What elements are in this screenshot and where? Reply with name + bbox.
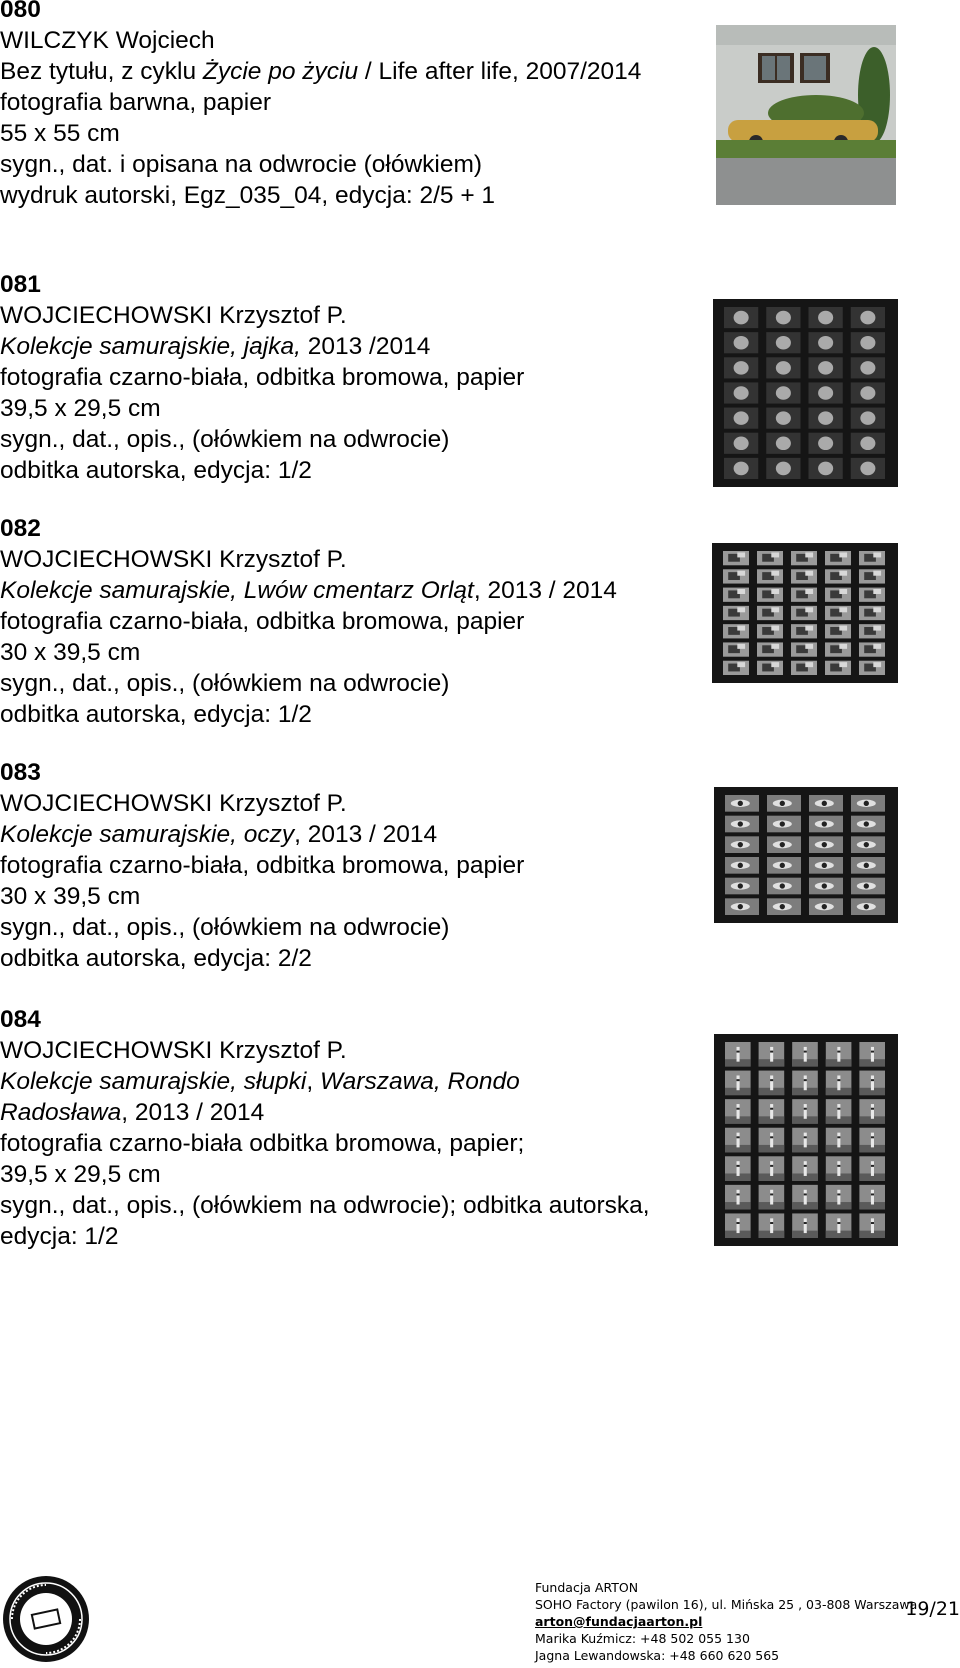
lot-080-photo (716, 25, 896, 205)
lot-title: Bez tytułu, z cyklu Życie po życiu / Life after life, 2007/2014 (0, 58, 642, 85)
lot-signature: sygn., dat., opis., (ołówkiem na odwrocie) (0, 670, 450, 697)
lot-artist: WOJCIECHOWSKI Krzysztof P. (0, 546, 347, 573)
lot-artist: WOJCIECHOWSKI Krzysztof P. (0, 302, 347, 329)
lot-082 (0, 513, 720, 730)
lot-medium: fotografia czarno-biała, odbitka bromowa, papier (0, 608, 525, 635)
lot-artist: WOJCIECHOWSKI Krzysztof P. (0, 790, 347, 817)
lot-title: Kolekcje samurajskie, oczy, 2013 / 2014 (0, 821, 438, 848)
footer-address: SOHO Factory (pawilon 16), ul. Mińska 25 , 03-808 Warszawa (535, 1597, 918, 1612)
lot-artist: WOJCIECHOWSKI Krzysztof P. (0, 1037, 347, 1064)
lot-edition: odbitka autorska, edycja: 1/2 (0, 457, 312, 484)
footer-org: Fundacja ARTON (535, 1580, 639, 1595)
lot-083-photo (714, 787, 898, 923)
lot-084-photo (714, 1034, 898, 1246)
lot-medium: fotografia czarno-biała odbitka bromowa, papier; (0, 1130, 525, 1157)
lot-signature: sygn., dat., opis., (ołówkiem na odwrocie); odbitka autorska, (0, 1192, 650, 1219)
lot-number: 084 (0, 1006, 41, 1033)
lot-signature: sygn., dat. i opisana na odwrocie (ołówkiem) (0, 151, 483, 178)
lot-size: 55 x 55 cm (0, 120, 120, 147)
lot-artist: WILCZYK Wojciech (0, 27, 215, 54)
lot-number: 082 (0, 515, 41, 542)
lot-title: Kolekcje samurajskie, słupki, Warszawa, Rondo (0, 1068, 520, 1095)
lot-size: 30 x 39,5 cm (0, 883, 141, 910)
lot-medium: fotografia czarno-biała, odbitka bromowa, papier (0, 852, 525, 879)
fundacja-arton-logo (2, 1575, 90, 1663)
lot-size: 30 x 39,5 cm (0, 639, 141, 666)
lot-084 (0, 1004, 720, 1252)
lot-title: Kolekcje samurajskie, jajka, 2013 /2014 (0, 333, 431, 360)
lot-size: 39,5 x 29,5 cm (0, 395, 161, 422)
lot-083 (0, 757, 720, 974)
footer-contact-1: Marika Kuźmicz: +48 502 055 130 (535, 1631, 750, 1646)
house-car-image (716, 25, 896, 205)
eyes-contact-sheet (714, 787, 898, 923)
footer-contact-2: Jagna Lewandowska: +48 660 620 565 (535, 1648, 780, 1663)
lot-edition: odbitka autorska, edycja: 1/2 (0, 701, 312, 728)
lot-edition: wydruk autorski, Egz_035_04, edycja: 2/5 + 1 (0, 182, 496, 209)
eggs-contact-sheet (713, 299, 898, 487)
lot-title: Kolekcje samurajskie, Lwów cmentarz Orląt, 2013 / 2014 (0, 577, 617, 604)
lot-edition: odbitka autorska, edycja: 2/2 (0, 945, 312, 972)
lot-number: 081 (0, 271, 41, 298)
lot-081-photo (713, 299, 898, 487)
lot-size: 39,5 x 29,5 cm (0, 1161, 161, 1188)
lot-082-photo (712, 543, 898, 683)
lot-080 (0, 0, 720, 211)
posts-contact-sheet (714, 1034, 898, 1246)
lot-title-line2: Radosława, 2013 / 2014 (0, 1099, 265, 1126)
cemetery-contact-sheet (712, 543, 898, 683)
lot-edition: edycja: 1/2 (0, 1223, 119, 1250)
fundacja-arton-seal-icon (2, 1575, 90, 1663)
lot-signature: sygn., dat., opis., (ołówkiem na odwrocie) (0, 914, 450, 941)
page-number: 19/21 (905, 1598, 960, 1620)
footer-contact (535, 1579, 917, 1664)
lot-medium: fotografia czarno-biała, odbitka bromowa, papier (0, 364, 525, 391)
lot-number: 080 (0, 0, 41, 23)
footer-email-link[interactable]: arton@fundacjaarton.pl (535, 1614, 703, 1629)
lot-medium: fotografia barwna, papier (0, 89, 272, 116)
lot-signature: sygn., dat., opis., (ołówkiem na odwrocie) (0, 426, 450, 453)
lot-081 (0, 269, 720, 486)
lot-number: 083 (0, 759, 41, 786)
